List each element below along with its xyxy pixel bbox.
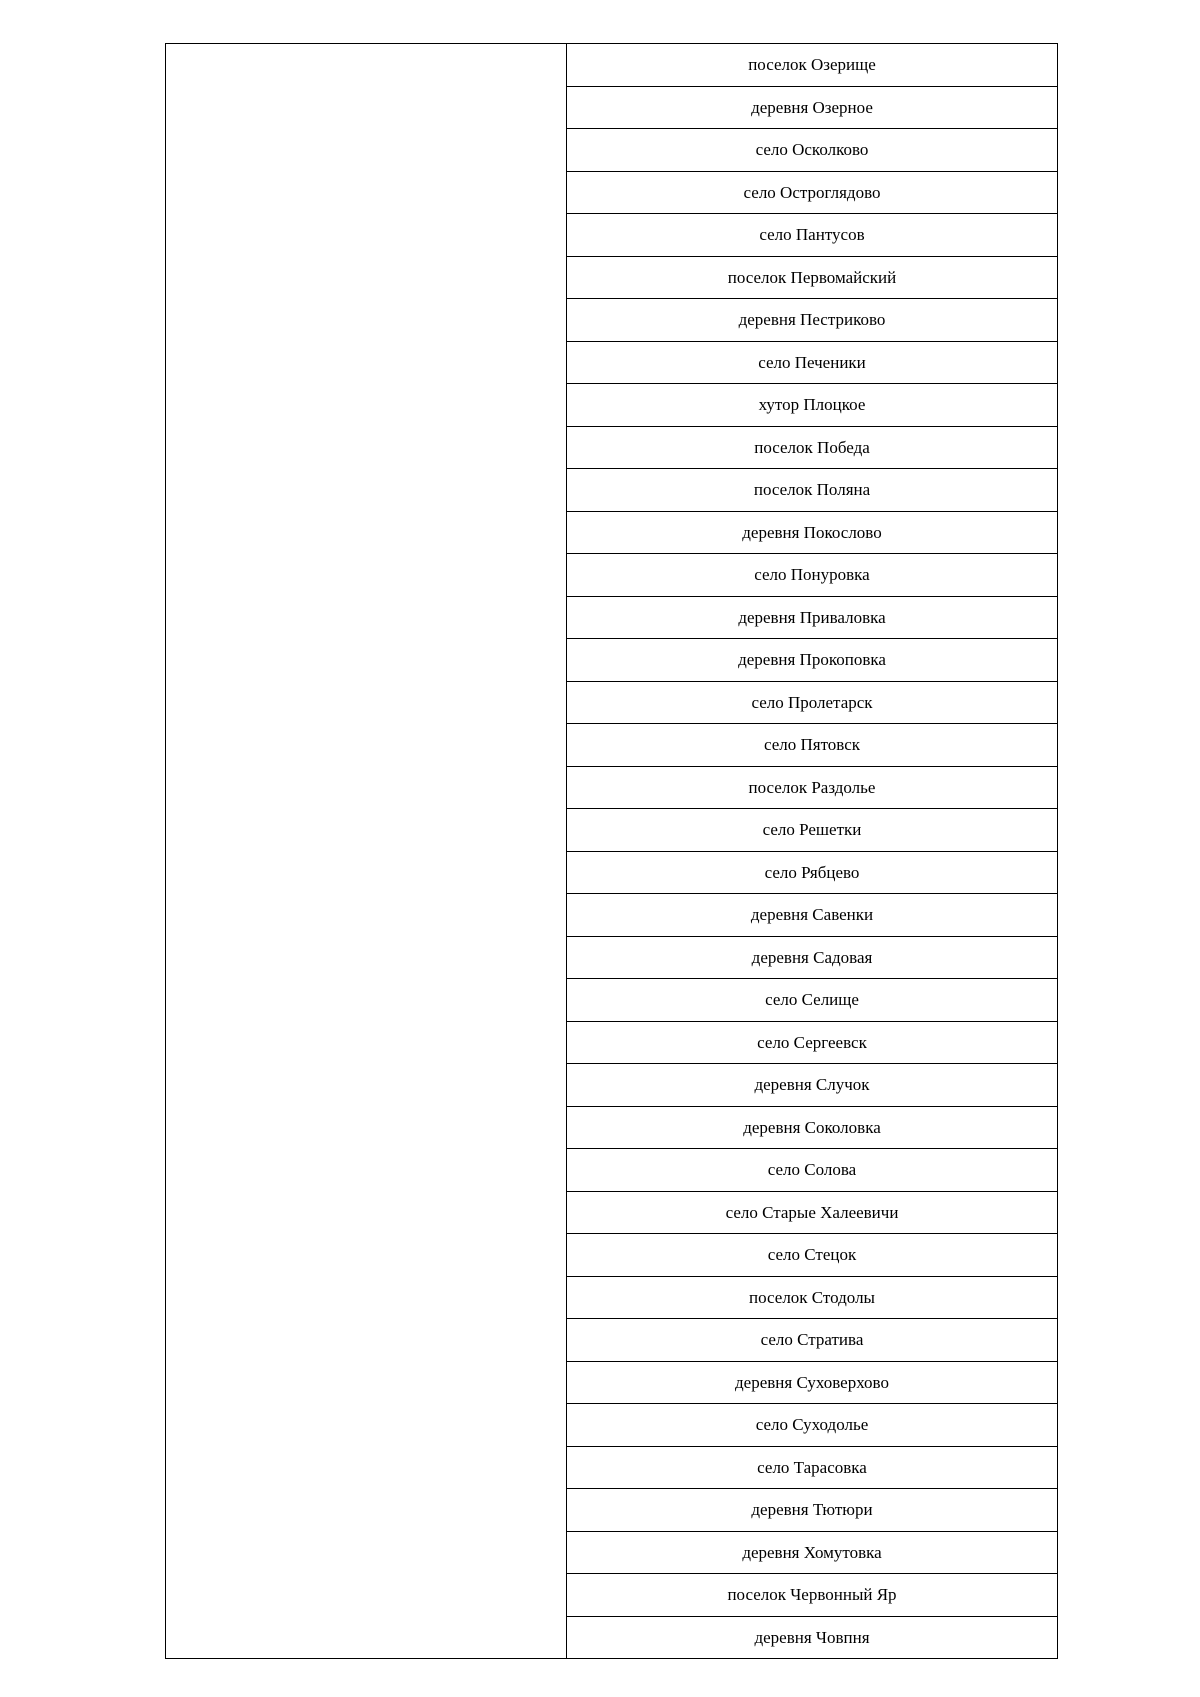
settlement-row: деревня Приваловка [567, 597, 1057, 640]
settlement-row: поселок Озерище [567, 44, 1057, 87]
settlement-row: поселок Червонный Яр [567, 1574, 1057, 1617]
settlement-row: хутор Плоцкое [567, 384, 1057, 427]
settlement-row: село Понуровка [567, 554, 1057, 597]
settlement-row: поселок Победа [567, 427, 1057, 470]
left-merged-cell [166, 44, 567, 1658]
settlement-row: село Селище [567, 979, 1057, 1022]
settlement-row: село Суходолье [567, 1404, 1057, 1447]
settlement-row: деревня Суховерхово [567, 1362, 1057, 1405]
settlement-row: село Солова [567, 1149, 1057, 1192]
settlement-row: деревня Хомутовка [567, 1532, 1057, 1575]
settlement-row: село Стецок [567, 1234, 1057, 1277]
settlement-row: село Остроглядово [567, 172, 1057, 215]
settlement-row: село Стратива [567, 1319, 1057, 1362]
settlement-row: село Сергеевск [567, 1022, 1057, 1065]
settlement-row: деревня Озерное [567, 87, 1057, 130]
settlement-row: деревня Савенки [567, 894, 1057, 937]
settlement-row: село Тарасовка [567, 1447, 1057, 1490]
settlement-row: деревня Садовая [567, 937, 1057, 980]
settlement-row: поселок Раздолье [567, 767, 1057, 810]
settlements-column [567, 44, 1057, 1658]
settlement-row: село Пролетарск [567, 682, 1057, 725]
settlement-row: деревня Пестриково [567, 299, 1057, 342]
settlement-row: деревня Покослово [567, 512, 1057, 555]
settlement-row: деревня Прокоповка [567, 639, 1057, 682]
settlement-row: село Рябцево [567, 852, 1057, 895]
settlement-row: деревня Соколовка [567, 1107, 1057, 1150]
settlement-row: поселок Стодолы [567, 1277, 1057, 1320]
settlement-row: село Решетки [567, 809, 1057, 852]
settlement-row: село Пятовск [567, 724, 1057, 767]
settlement-row: село Пантусов [567, 214, 1057, 257]
settlement-row: поселок Первомайский [567, 257, 1057, 300]
settlement-row: деревня Случок [567, 1064, 1057, 1107]
settlement-row: деревня Тютюри [567, 1489, 1057, 1532]
settlement-row: село Печеники [567, 342, 1057, 385]
settlement-row: поселок Поляна [567, 469, 1057, 512]
settlement-row: деревня Човпня [754, 1627, 870, 1647]
settlements-table [165, 43, 1058, 1659]
settlement-row: село Осколково [567, 129, 1057, 172]
settlement-row: село Старые Халеевичи [567, 1192, 1057, 1235]
